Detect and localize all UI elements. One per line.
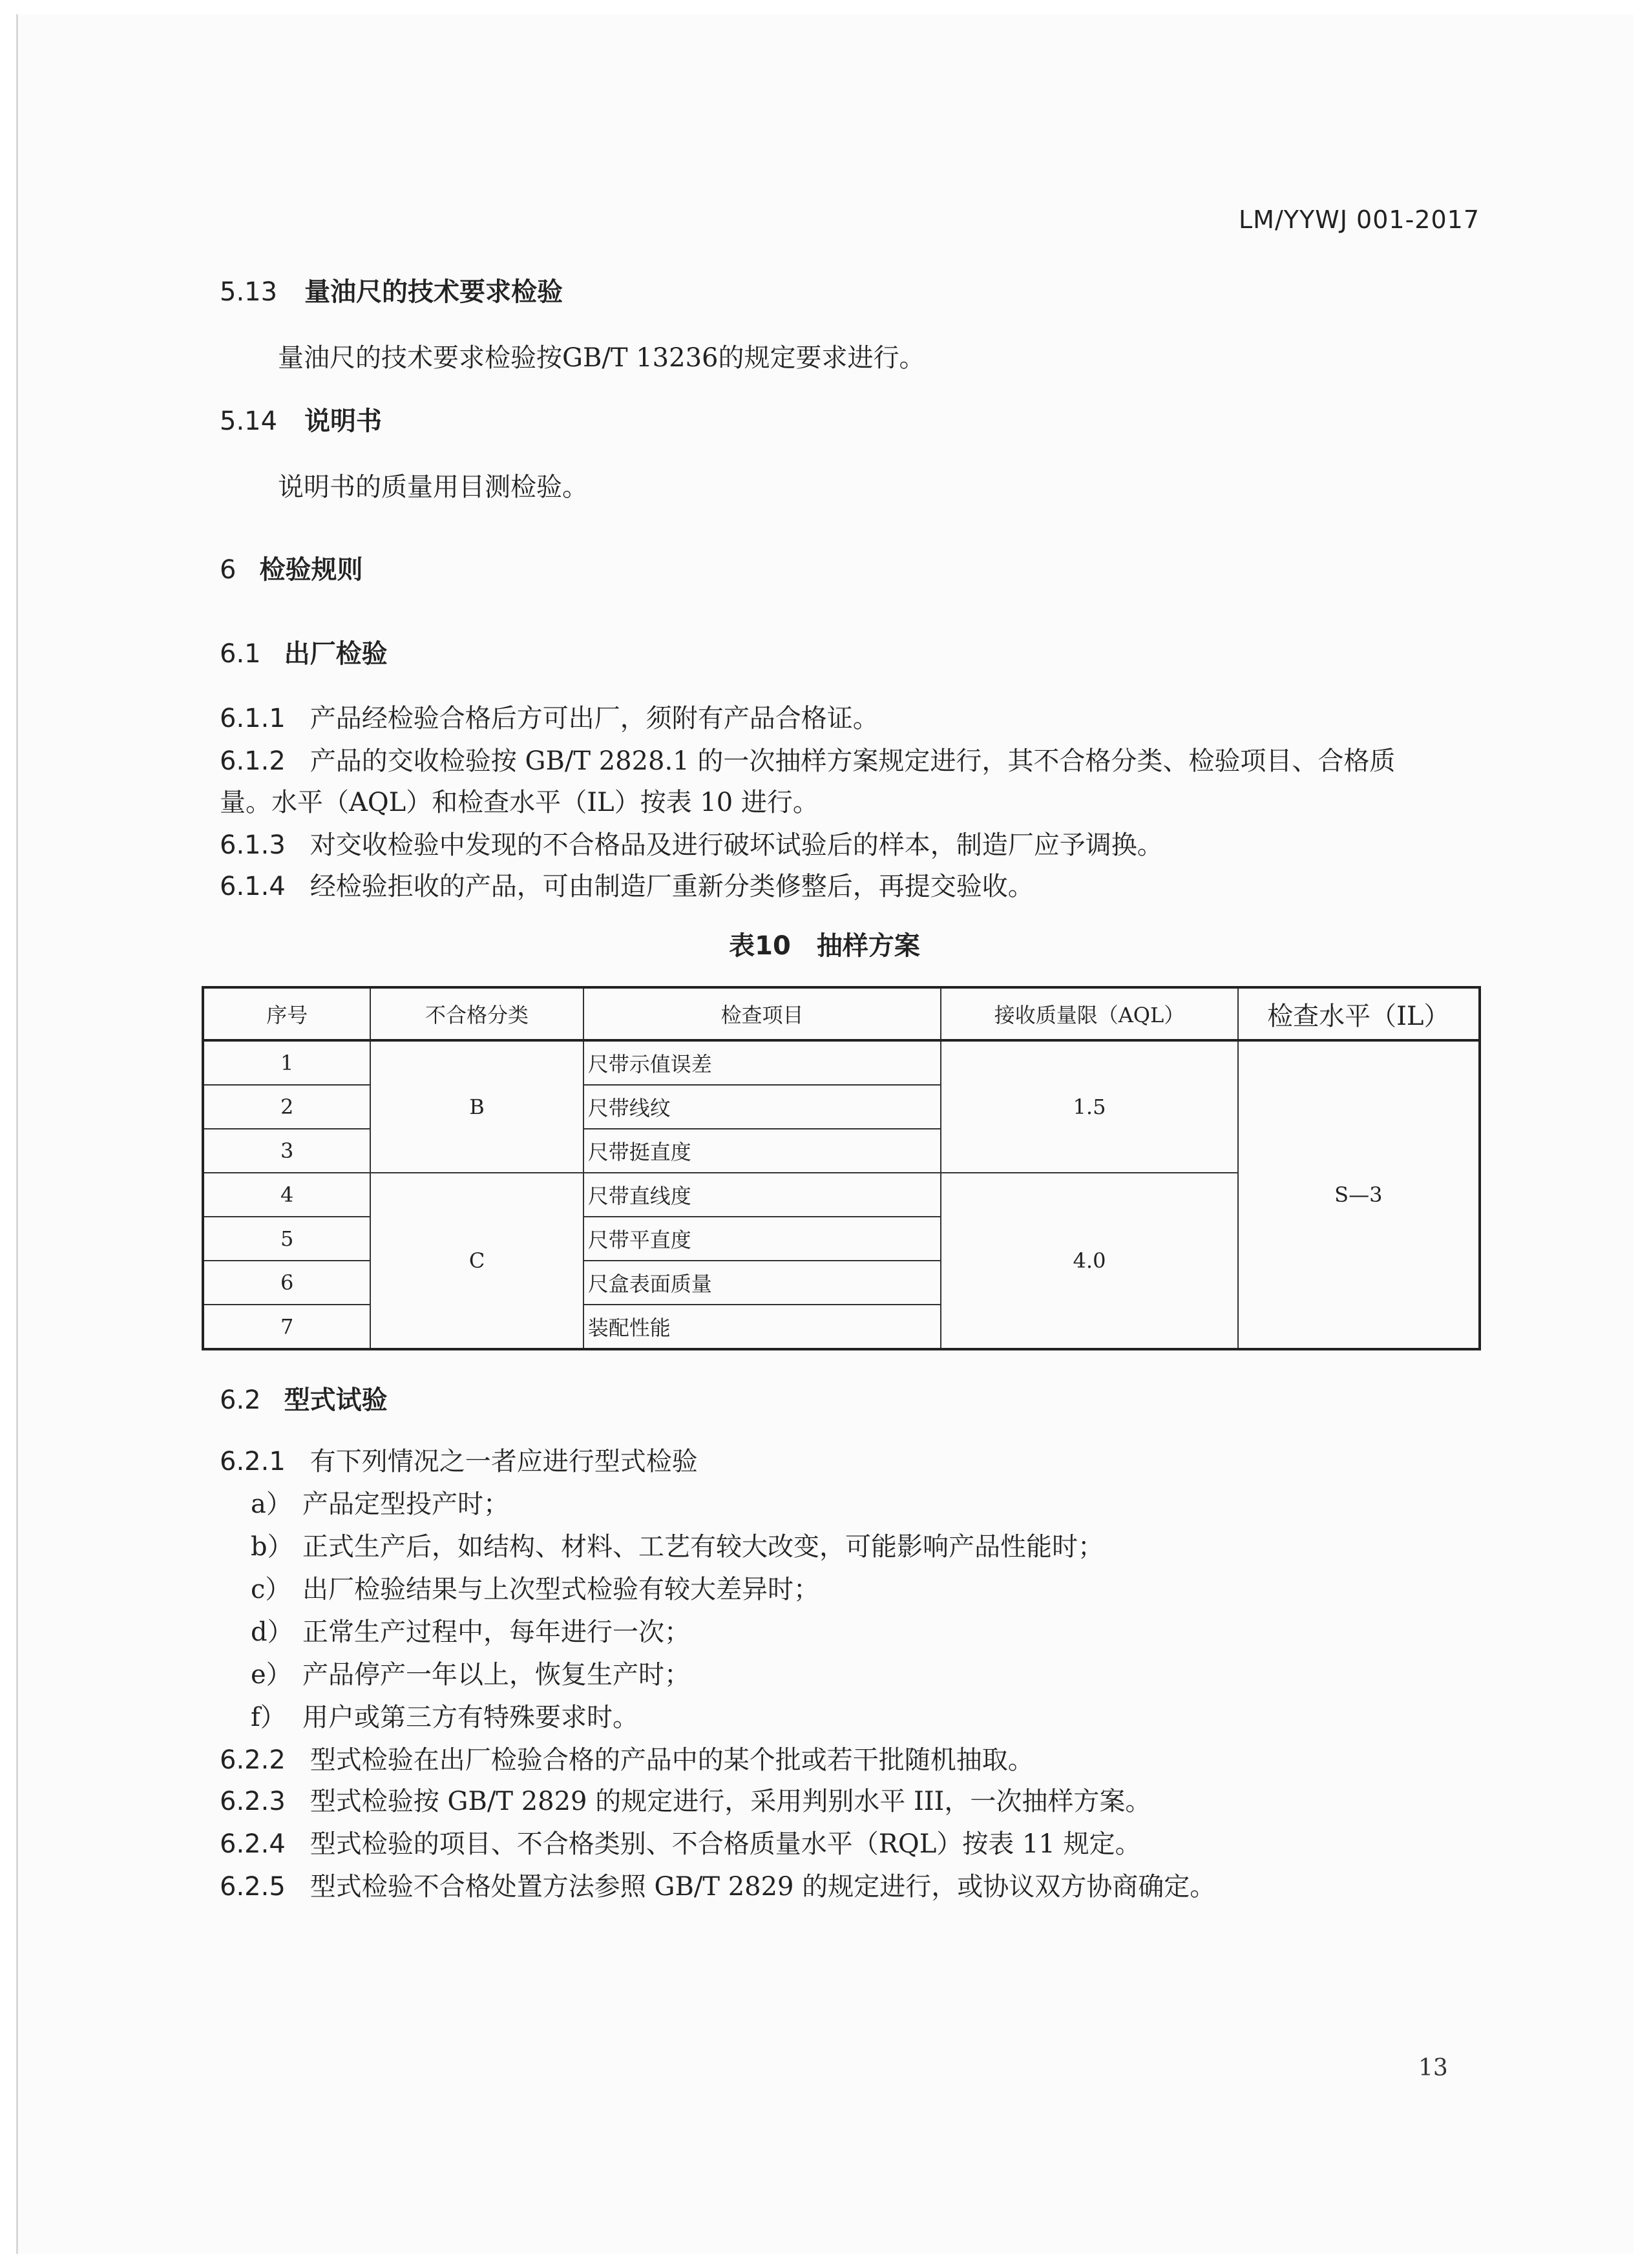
header-cell-aql: 接收质量限（AQL） [941,987,1237,1040]
paragraph-5-13: 量油尺的技术要求检验按GB/T 13236的规定要求进行。 [278,343,925,373]
list-item [220,1654,1517,1691]
table-header-row [203,987,1480,1040]
header-cell-no: 序号 [203,987,370,1040]
clause-number: 6.2.2 [220,1745,286,1775]
section-number: 5.13 [220,277,278,307]
paragraph-6-1-2 [220,740,1486,777]
row-number: 2 [203,1085,370,1129]
section-title: 量油尺的技术要求检验 [304,277,563,307]
inspection-item: 装配性能 [583,1305,941,1349]
section-heading-6 [220,549,1486,586]
row-number: 7 [203,1305,370,1349]
clause-number: 6.1.4 [220,872,286,901]
clause-text: 型式检验在出厂检验合格的产品中的某个批或若干批随机抽取。 [310,1745,1034,1775]
clause-text: 产品的交收检验按 GB/T 2828.1 的一次抽样方案规定进行，其不合格分类、检验项目、合格质 [310,746,1396,776]
list-item-text: 正常生产过程中，每年进行一次； [302,1617,690,1647]
paragraph-5-14: 说明书的质量用目测检验。 [278,472,588,502]
table-row [203,1040,1480,1085]
defect-class-cell: C [370,1173,583,1349]
paragraph-6-2-4 [220,1823,1486,1860]
section-number: 6 [220,555,236,585]
paragraph-6-1-2-cont: 量。水平（AQL）和检查水平（IL）按表 10 进行。 [220,788,819,817]
paragraph-6-2-5 [220,1866,1486,1903]
paragraph-6-1-1 [220,698,1486,735]
clause-text: 有下列情况之一者应进行型式检验 [310,1447,698,1476]
section-heading-5-14 [220,401,1486,437]
list-item-text: 产品停产一年以上，恢复生产时； [302,1660,690,1690]
clause-number: 6.2.3 [220,1787,286,1816]
list-item [220,1526,1517,1563]
clause-text: 型式检验不合格处置方法参照 GB/T 2829 的规定进行，或协议双方协商确定。 [310,1872,1216,1902]
header-cell-il: 检查水平（IL） [1238,987,1480,1040]
inspection-item: 尺带挺直度 [583,1129,941,1173]
header-cell-class: 不合格分类 [370,987,583,1040]
section-title: 检验规则 [259,555,363,585]
list-item-label: a） [251,1489,292,1519]
header-cell-item: 检查项目 [583,987,941,1040]
clause-number: 6.2.4 [220,1829,286,1859]
list-item-label: c） [251,1575,291,1604]
aql-cell: 1.5 [941,1040,1237,1173]
table-caption-number: 表10 [729,931,791,961]
row-number: 6 [203,1261,370,1305]
list-item [220,1697,1517,1734]
clause-number: 6.1.1 [220,704,286,733]
section-heading-6-2 [220,1380,1486,1416]
clause-text: 产品经检验合格后方可出厂，须附有产品合格证。 [310,704,879,733]
list-item-text: 正式生产后，如结构、材料、工艺有较大改变，可能影响产品性能时； [302,1532,1104,1562]
inspection-item: 尺带线纹 [583,1085,941,1129]
inspection-item: 尺带直线度 [583,1173,941,1217]
clause-text: 型式检验的项目、不合格类别、不合格质量水平（RQL）按表 11 规定。 [310,1829,1141,1859]
list-item-label: d） [251,1617,293,1647]
clause-text: 经检验拒收的产品，可由制造厂重新分类修整后，再提交验收。 [310,872,1034,901]
list-item-text: 产品定型投产时； [302,1489,509,1519]
inspection-level-cell: S—3 [1238,1040,1480,1349]
section-number: 5.14 [220,406,278,436]
clause-number: 6.2.5 [220,1872,286,1902]
row-number: 4 [203,1173,370,1217]
aql-cell: 4.0 [941,1173,1237,1349]
section-heading-6-1 [220,633,1486,670]
inspection-item: 尺带示值误差 [583,1040,941,1085]
inspection-item: 尺盒表面质量 [583,1261,941,1305]
clause-number: 6.1.2 [220,746,286,776]
table-caption [0,925,1649,962]
paragraph-6-1-3 [220,824,1486,861]
section-title: 出厂检验 [284,639,388,669]
list-item-label: e） [251,1660,292,1690]
section-title: 型式试验 [284,1385,388,1415]
list-item-text: 用户或第三方有特殊要求时。 [302,1703,638,1732]
section-number: 6.1 [220,639,261,669]
standard-code-header: LM/YYWJ 001-2017 [1239,205,1480,234]
table-caption-title: 抽样方案 [816,931,920,961]
section-title: 说明书 [304,406,383,436]
clause-number: 6.2.1 [220,1447,286,1476]
defect-class-cell: B [370,1040,583,1173]
page-number: 13 [1418,2055,1448,2081]
clause-text: 型式检验按 GB/T 2829 的规定进行，采用判别水平 III，一次抽样方案。 [310,1787,1151,1816]
row-number: 5 [203,1217,370,1261]
list-item-label: b） [251,1532,293,1562]
clause-text: 对交收检验中发现的不合格品及进行破坏试验后的样本，制造厂应予调换。 [310,830,1163,860]
list-item [220,1484,1517,1520]
row-number: 3 [203,1129,370,1173]
section-heading-5-13 [220,271,1486,308]
paragraph-6-2-3 [220,1781,1486,1818]
paragraph-6-1-4 [220,866,1486,903]
list-item-label: f） [251,1703,286,1732]
section-number: 6.2 [220,1385,261,1415]
list-item [220,1612,1517,1648]
list-item [220,1569,1517,1606]
row-number: 1 [203,1040,370,1085]
list-item-text: 出厂检验结果与上次型式检验有较大差异时； [302,1575,819,1604]
sampling-plan-table [202,986,1481,1350]
clause-number: 6.1.3 [220,830,286,860]
paragraph-6-2-1 [220,1441,1486,1478]
inspection-item: 尺带平直度 [583,1217,941,1261]
paragraph-6-2-2 [220,1739,1486,1776]
